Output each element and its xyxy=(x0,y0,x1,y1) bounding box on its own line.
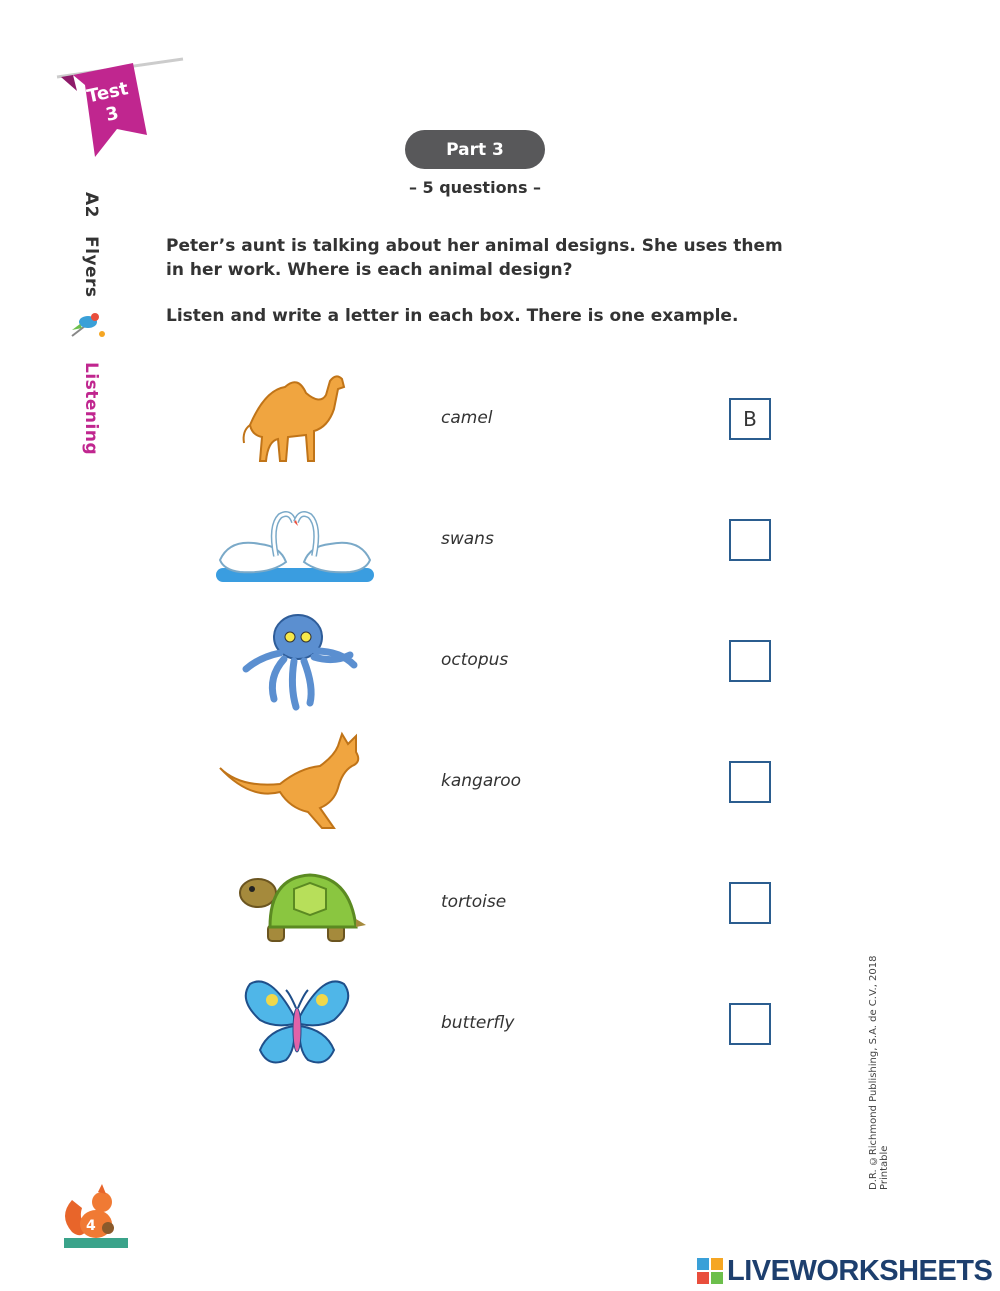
camel-icon xyxy=(210,365,380,475)
copyright-notice: D.R. ©Richmond Publishing, S.A. de C.V., 2018 Printable xyxy=(868,955,890,1190)
answer-box[interactable] xyxy=(729,882,771,924)
kangaroo-icon xyxy=(210,728,380,838)
question-count: – 5 questions – xyxy=(408,178,542,197)
bird-icon xyxy=(68,306,110,344)
logo-text: LIVEWORKSHEETS xyxy=(727,1254,993,1287)
word-label: kangaroo xyxy=(441,771,522,791)
word-label: swans xyxy=(441,529,494,549)
word-label: camel xyxy=(441,408,493,428)
word-label: tortoise xyxy=(441,892,507,912)
answer-box[interactable] xyxy=(729,640,771,682)
octopus-icon xyxy=(210,607,380,717)
instruction-task: Listen and write a letter in each box. There is one example. xyxy=(166,306,739,326)
test-word: Test xyxy=(85,78,131,108)
squirrel-icon xyxy=(58,1180,133,1252)
butterfly-icon xyxy=(210,970,380,1080)
answer-box[interactable] xyxy=(729,519,771,561)
answer-row xyxy=(0,486,1000,596)
side-exam-label: Flyers xyxy=(81,236,101,298)
liveworksheets-logo[interactable] xyxy=(697,1255,992,1287)
test-number: 3 xyxy=(103,102,121,126)
tortoise-icon xyxy=(210,849,380,959)
word-label: butterfly xyxy=(441,1013,515,1033)
word-label: octopus xyxy=(441,650,509,670)
side-skill-label: Listening xyxy=(81,362,101,456)
page-number: 4 xyxy=(86,1218,96,1234)
swans-icon xyxy=(210,486,380,596)
logo-squares-icon xyxy=(697,1258,723,1284)
answer-row xyxy=(0,970,1000,1080)
side-level-label: A2 xyxy=(81,192,101,218)
answer-box[interactable] xyxy=(729,1003,771,1045)
answer-box[interactable] xyxy=(729,761,771,803)
answer-box[interactable] xyxy=(729,398,771,440)
instruction-context: Peter’s aunt is talking about her animal designs. She uses them in her work. Where is each animal design? xyxy=(166,236,783,280)
part-title: Part 3 xyxy=(405,130,545,169)
answer-row xyxy=(0,365,1000,475)
answer-row xyxy=(0,849,1000,959)
answer-row xyxy=(0,728,1000,838)
answer-row xyxy=(0,607,1000,717)
